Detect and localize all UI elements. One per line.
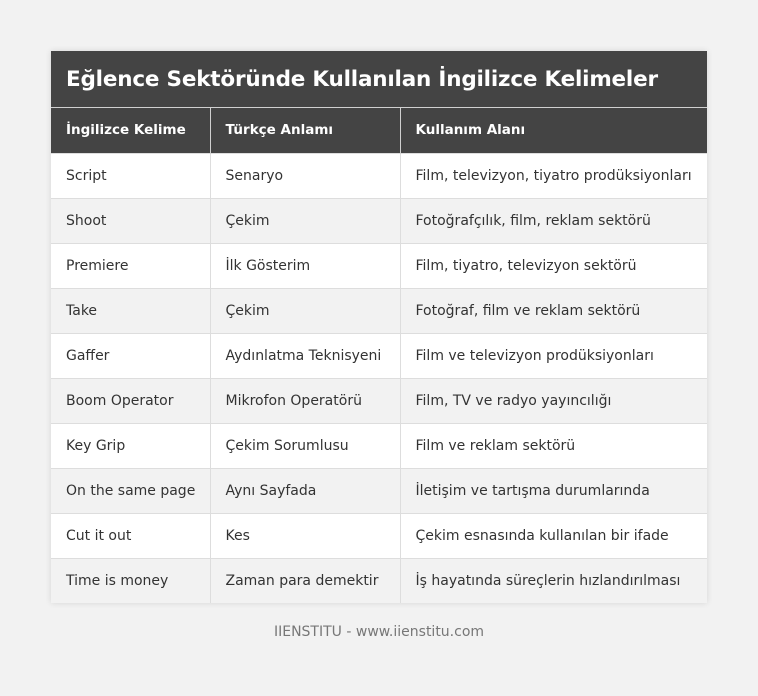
vocabulary-table-card (51, 51, 707, 603)
header-row (51, 108, 707, 153)
column-header-english: İngilizce Kelime (51, 108, 210, 153)
cell-turkish-meaning: Senaryo (210, 153, 400, 198)
cell-usage-area: İletişim ve tartışma durumlarında (400, 468, 707, 513)
cell-usage-area: Fotoğraf, film ve reklam sektörü (400, 288, 707, 333)
table-row (51, 243, 707, 288)
cell-english-word: Cut it out (51, 513, 210, 558)
table-row (51, 378, 707, 423)
cell-english-word: Script (51, 153, 210, 198)
vocabulary-table (51, 108, 707, 603)
cell-usage-area: Fotoğrafçılık, film, reklam sektörü (400, 198, 707, 243)
cell-usage-area: Film, televizyon, tiyatro prodüksiyonları (400, 153, 707, 198)
table-row (51, 333, 707, 378)
cell-english-word: Take (51, 288, 210, 333)
cell-usage-area: Film ve reklam sektörü (400, 423, 707, 468)
cell-english-word: Gaffer (51, 333, 210, 378)
table-row (51, 513, 707, 558)
column-header-usage: Kullanım Alanı (400, 108, 707, 153)
table-row (51, 198, 707, 243)
table-row (51, 288, 707, 333)
cell-usage-area: Film ve televizyon prodüksiyonları (400, 333, 707, 378)
cell-turkish-meaning: Çekim Sorumlusu (210, 423, 400, 468)
cell-turkish-meaning: Mikrofon Operatörü (210, 378, 400, 423)
table-row (51, 423, 707, 468)
cell-turkish-meaning: Aydınlatma Teknisyeni (210, 333, 400, 378)
table-row (51, 558, 707, 603)
cell-english-word: Time is money (51, 558, 210, 603)
cell-english-word: Shoot (51, 198, 210, 243)
table-row (51, 468, 707, 513)
cell-usage-area: Çekim esnasında kullanılan bir ifade (400, 513, 707, 558)
cell-turkish-meaning: Zaman para demektir (210, 558, 400, 603)
cell-english-word: Premiere (51, 243, 210, 288)
cell-turkish-meaning: Çekim (210, 288, 400, 333)
column-header-turkish: Türkçe Anlamı (210, 108, 400, 153)
cell-usage-area: Film, tiyatro, televizyon sektörü (400, 243, 707, 288)
cell-usage-area: Film, TV ve radyo yayıncılığı (400, 378, 707, 423)
cell-turkish-meaning: İlk Gösterim (210, 243, 400, 288)
table-row (51, 153, 707, 198)
cell-turkish-meaning: Kes (210, 513, 400, 558)
cell-english-word: Boom Operator (51, 378, 210, 423)
footer-credit: IIENSTITU - www.iienstitu.com (273, 624, 485, 640)
cell-english-word: On the same page (51, 468, 210, 513)
cell-turkish-meaning: Çekim (210, 198, 400, 243)
cell-english-word: Key Grip (51, 423, 210, 468)
cell-usage-area: İş hayatında süreçlerin hızlandırılması (400, 558, 707, 603)
table-title: Eğlence Sektöründe Kullanılan İngilizce Kelimeler (51, 51, 707, 108)
cell-turkish-meaning: Aynı Sayfada (210, 468, 400, 513)
